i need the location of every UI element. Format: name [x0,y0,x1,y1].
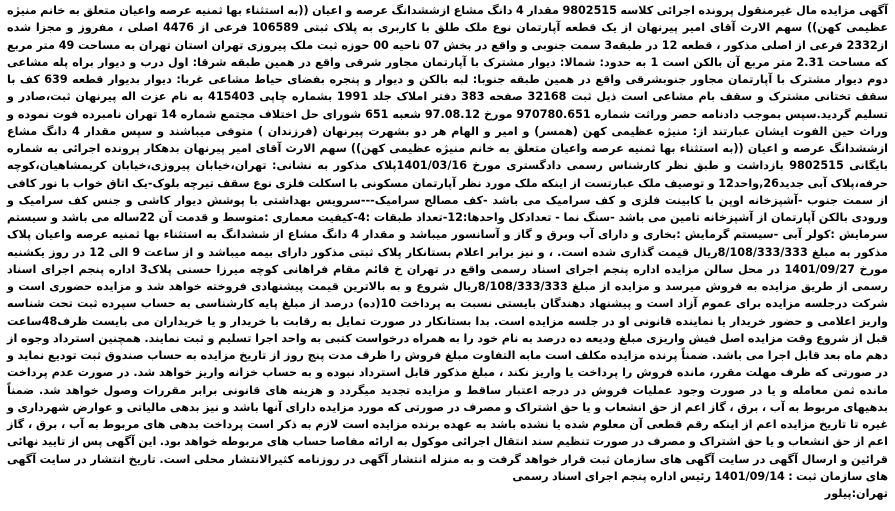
notice-signature: تهران:پیلور [824,487,888,500]
notice-body-text: آگهی مزایده مال غیرمنقول پرونده اجرائی کلاسه 9802515 مقدار 4 دانگ مشاع ازششدانگ عرصه و اعیان ((به استثناء بها ثمنیه عرصه واعیان متعلق به خانم منیژه عظیمی کهن)) سهم الارث آقای امیر پیرنهان از یک قطعه آپارتمان نوع ملک طلق با کاربری به پلاک ثبتی 106589 فرعی از 4476 اصلی ، مفروز و مجزا شده از2332 فرعی از اصلی مذکور ، قطعه 12 در طبقه3 سمت جنوبی و واقع در بخش 07 ناحیه 00 حوزه ثبت ملک پیروزی تهران استان تهران به مساحت 49 متر مربع که مساحت 2.31 متر مربع آن بالکن است 1 به حدود: شمالا: دیوار مشترک با آپارتمان مجاور شرقی واقع در همین طبقه شرقا: اول درب و دیوار براه پله مشاعی دوم دیوار مشترک با آپارتمان مجاور جنوبشرقی واقع در همین طبقه جنوبا: لبه بالکن و دیوار و پنجره بفضای حیاط مشاعی غربا: دیوار بدیوار قطعه 639 کف با سقف تختانی مشترک و سقف بام مشاعی است ذیل ثبت 32168 صفحه 383 دفتر املاک جلد 1991 بشماره چاپی 415403 به نام عزت اله پیرنهان ثبت،صادر و تسلیم گردید.سپس بموجب دادنامه حصر وراثت شماره 970780.651 مورخ 97.08.12 شعبه 651 شورای حل اختلاف مجتمع شماره 14 تهران نامبرده فوت نموده و وراث حین الفوت ایشان عبارتند از: منیژه عظیمی کهن (همسر) و امیر و الهام هر دو بشهرت پیرنهان (فرزندان ) متوفی میباشند و سپس مقدار 4 دانگ مشاع ازششدانگ عرصه و اعیان ((به استثناء بها ثمنیه عرصه واعیان متعلق به خانم منیژه عظیمی کهن)) سهم الارث آقای امیر پیرنهان بدهکار پرونده اجرائی به شماره بایگانی 9802515 بازداشت و طبق نظر کارشناس رسمی دادگستری مورخ 1401/03/16پلاک مذکور به نشانی: تهران،خیابان پیروزی،خیابان کریمشاهیان،کوچه حرفه،پلاک آبی جدید26,واحد12 و توصیف ملک عبارتست از اینکه ملک مورد نظر آپارتمان مسکونی با اسکلت فلزی نوع سقف تیرچه بلوک-یک اتاق خواب با نور کافی از سمت جنوب -آشپزخانه اوپن با کابینت فلزی و کف سرامیک می باشد -کف مصالح سرامیک---سرویس بهداشتی با پوشش دیوار کاشی و جنس کف سرامیک و ورودی بالکن آپارتمان از آشپزخانه تامین می باشد -سنگ نما - تعدادکل واحدها:12-تعداد طبقات :4-کیفیت معماری :متوسط و قدمت آن 22ساله می باشد و سیستم سرمایش :کولر آبی -سیستم گرمایش :بخاری و دارای آب وبرق و گاز و آسانسور میباشد و مقدار 4 دانگ مشاع از ششدانگ به استثناء بها ثمنیه عرصه واعیان پلاک مذکور به مبلغ 8/108/333/333ریال قیمت گذاری شده است. ، و نیز برابر اعلام بستانکار پلاک ثبتی مذکور دارای بیمه میباشد و از ساعت 9 الی 12 در روز یکشنبه مورخ 1401/09/27 در محل سالن مزایده اداره پنجم اجرای اسناد رسمی واقع در تهران خ قائم مقام فراهانی کوچه میرزا حسنی پلاک3 اداره پنجم اجرای اسناد رسمی از طریق مزایده به فروش میرسد و مزایده از مبلغ 8/108/333/333ریال شروع و به بالاترین قیمت پیشنهادی فروخته خواهد شد و مزایده حضوری است و شرکت درجلسه مزایده برای عموم آزاد است و پیشنهاد دهندگان بایستی نسبت به پرداخت 10(ده) درصد از مبلغ پایه کارشناسی به حساب سپرده ثبت تحت شناسه واریز اعلامی و حضور خریدار یا نماینده قانونی او در جلسه مزایده است. بدا بستانکار در صورت تمایل به رقابت با خریدار و یا خریداران می بایست ظرف48ساعت قبل از شروع وقت مزایده اصل فیش واریزی مبلغ ودیعه ده درصد به نام خود را به همراه درخواست کتبی به واحد اجرا تسلیم و ثبت نمایند. همچنین استرداد وجوه از دهم ماه بعد قابل اجرا می باشد. ضمناً پرنده مزایده مکلف است مابه التفاوت مبلغ فروش را ظرف مدت پنج روز از تاریخ مزایده به حساب صندوق ثبت تودیع نماید و در صورتی که ظرف مهلت مقرر، مانده فروش را پرداخت یا واریز نکند ، مبلغ مذکور قابل استرداد نبوده و به حساب خزانه واریز خواهد شد. در صورت عدم پرداخت مانده ثمن معامله و یا در صورت وجود عملیات فروش در درجه اعتبار ساقط و مزایده تجدید میگردد و هزینه های قانونی برابر مقررات وصول خواهد شد. ضمناً بدهیهای مربوط به آب ، برق ، گاز اعم از حق انشعاب و یا حق اشتراک و مصرف در صورتی که مورد مزایده دارای آنها باشد و نیز بدهی مالیاتی و عوارض شهرداری و غیره تا تاریخ مزایده اعم از اینکه رقم قطعی آن معلوم شده یا نشده باشد به عهده برنده مزایده است لازم به ذکر است پرداخت بدهی های مربوط به آب ، برق ، گاز اعم از حق انشعاب و یا حق اشتراک و مصرف در صورت تنظیم سند انتقال اجرائی موکول به ارائه مفاصا حساب های مربوطه خواهد بود. این آگهی پس از تایید نهائی قرائین و ارسال آگهی در سایت آگهی های سازمان ثبت قرار خواهد گرفت و به منزله انتشار آگهی در روزنامه کثیرالانتشار محلی است. تاریخ انتشار در سایت آگهی های سازمان ثبت : 1401/09/14 رئیس اداره پنجم اجرای اسناد رسمی [7,4,889,483]
auction-notice [7,2,888,502]
